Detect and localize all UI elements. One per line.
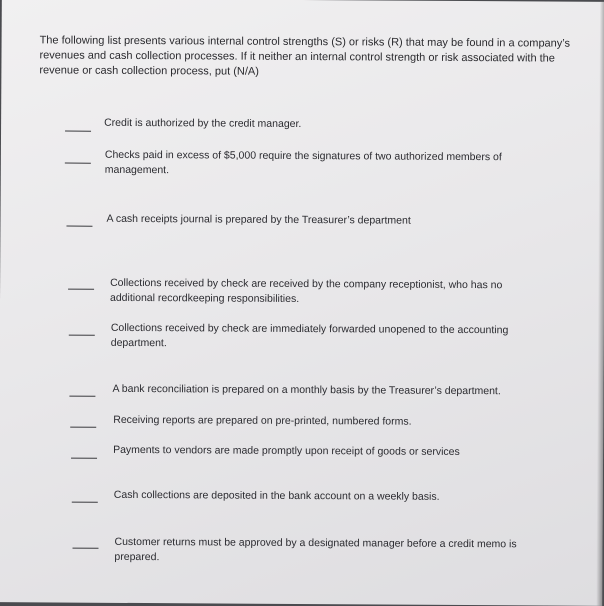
list-item: Cash collections are deposited in the bank account on a weekly basis.	[113, 488, 440, 503]
answer-blank[interactable]	[72, 548, 98, 549]
answer-blank[interactable]	[68, 289, 94, 290]
list-item: Collections received by check are immediately forwarded unopened to the accounting department.	[110, 321, 509, 350]
list-item: Customer returns must be approved by a designated manager before a credit memo is prepared.	[114, 535, 517, 564]
list-item: Payments to vendors are made promptly upon receipt of goods or services	[113, 443, 460, 458]
answer-blank[interactable]	[71, 458, 97, 459]
list-item: A cash receipts journal is prepared by the Treasurer’s department	[106, 212, 411, 227]
answer-blank[interactable]	[69, 396, 95, 397]
list-item: Receiving reports are prepared on pre-printed, numbered forms.	[113, 413, 412, 428]
list-item: Checks paid in excess of $5,000 require the signatures of two authorized members of management.	[104, 148, 502, 177]
instructions-paragraph: The following list presents various internal control strengths (S) or risks (R) that may be found in a company’s revenues and cash collection processes. If it neither an internal control strength or risk associated with the revenue or cash collection process, put (N/A)	[39, 34, 571, 78]
answer-blank[interactable]	[70, 427, 96, 428]
answer-blank[interactable]	[65, 163, 91, 164]
page-shadow	[596, 2, 604, 606]
list-item: A bank reconciliation is prepared on a monthly basis by the Treasurer’s department.	[112, 382, 501, 398]
answer-blank[interactable]	[65, 131, 91, 132]
answer-blank[interactable]	[69, 335, 95, 336]
list-item: Collections received by check are received by the company receptionist, who has no additional recordkeeping responsibilities.	[109, 276, 503, 305]
list-item: Credit is authorized by the credit manager.	[104, 116, 302, 130]
answer-blank[interactable]	[72, 502, 98, 503]
answer-blank[interactable]	[66, 226, 92, 227]
